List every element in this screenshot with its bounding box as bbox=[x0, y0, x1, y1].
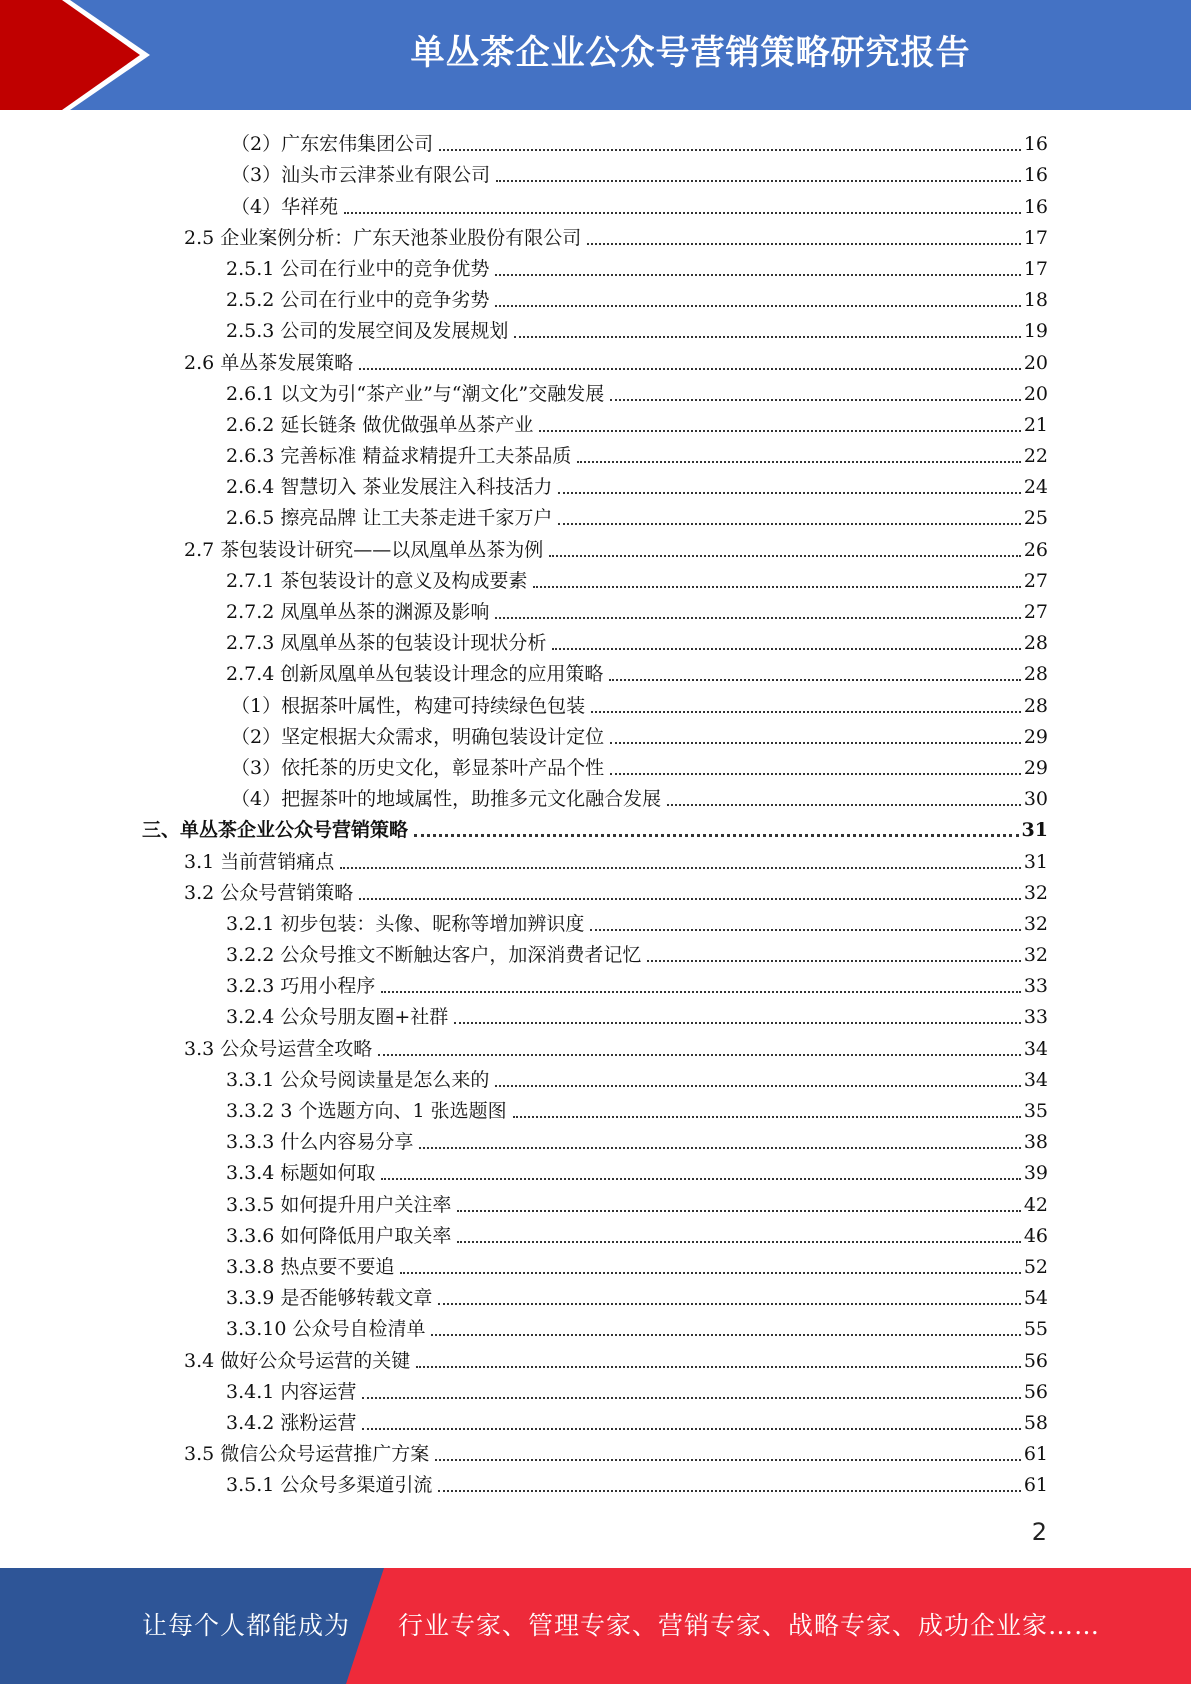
toc-entry-title: 3.3.5 如何提升用户关注率 bbox=[226, 1193, 452, 1216]
toc-entry-page: 28 bbox=[1023, 663, 1048, 686]
toc-entry-title: 3.5 微信公众号运营推广方案 bbox=[184, 1443, 430, 1466]
toc-entry-page: 35 bbox=[1023, 1100, 1048, 1122]
toc-dot-leader bbox=[533, 586, 1020, 588]
toc-entry-title: 3.3.9 是否能够转载文章 bbox=[226, 1287, 433, 1310]
toc-entry[interactable] bbox=[0, 594, 1191, 625]
toc-entry[interactable] bbox=[0, 937, 1191, 968]
toc-dot-leader bbox=[381, 991, 1020, 993]
toc-dot-leader bbox=[552, 648, 1020, 650]
toc-entry[interactable] bbox=[0, 1405, 1191, 1436]
toc-entry-page: 24 bbox=[1023, 476, 1048, 499]
toc-entry-title: 3.3.6 如何降低用户取关率 bbox=[226, 1224, 452, 1247]
toc-entry[interactable] bbox=[0, 1467, 1191, 1498]
toc-entry-page: 26 bbox=[1023, 538, 1048, 561]
toc-entry-title: 3.4 做好公众号运营的关键 bbox=[184, 1349, 411, 1372]
toc-entry-page: 61 bbox=[1023, 1443, 1048, 1466]
toc-entry[interactable] bbox=[0, 313, 1191, 344]
toc-entry-title: 2.6 单丛茶发展策略 bbox=[184, 351, 354, 374]
document-title: 单丛茶企业公众号营销策略研究报告 bbox=[410, 33, 971, 73]
toc-entry-page: 18 bbox=[1023, 289, 1048, 312]
toc-entry[interactable] bbox=[0, 656, 1191, 687]
toc-entry-page: 25 bbox=[1023, 507, 1048, 530]
toc-entry[interactable] bbox=[0, 500, 1191, 531]
toc-entry-page: 17 bbox=[1023, 226, 1048, 249]
toc-entry-title: 2.5.3 公司的发展空间及发展规划 bbox=[226, 320, 509, 343]
toc-entry-page: 56 bbox=[1023, 1380, 1048, 1403]
toc-entry-page: 34 bbox=[1023, 1037, 1048, 1060]
toc-entry[interactable] bbox=[0, 220, 1191, 251]
toc-entry-page: 31 bbox=[1021, 819, 1048, 842]
toc-dot-leader bbox=[587, 243, 1021, 245]
toc-entry-title: 2.6.3 完善标准 精益求精提升工夫茶品质 bbox=[226, 445, 572, 468]
toc-entry[interactable] bbox=[0, 1062, 1191, 1093]
toc-dot-leader bbox=[610, 773, 1021, 775]
toc-entry-page: 55 bbox=[1023, 1318, 1048, 1341]
toc-entry-title: 2.7 茶包装设计研究——以凤凰单丛茶为例 bbox=[184, 538, 544, 561]
toc-dot-leader bbox=[609, 679, 1020, 681]
toc-entry-title: 3.2.4 公众号朋友圈+社群 bbox=[226, 1006, 449, 1029]
toc-dot-leader bbox=[359, 368, 1021, 370]
toc-dot-leader bbox=[416, 1366, 1021, 1368]
toc-entry[interactable] bbox=[0, 687, 1191, 718]
toc-entry-title: 3.3.1 公众号阅读量是怎么来的 bbox=[226, 1068, 490, 1091]
toc-entry-page: 32 bbox=[1023, 881, 1048, 904]
toc-entry-title: 2.5.1 公司在行业中的竞争优势 bbox=[226, 257, 490, 280]
toc-dot-leader bbox=[590, 929, 1020, 931]
toc-entry-page: 54 bbox=[1023, 1287, 1048, 1310]
toc-entry[interactable] bbox=[0, 1342, 1191, 1373]
toc-entry-page: 33 bbox=[1023, 1006, 1048, 1029]
toc-entry-title: 2.7.2 凤凰单丛茶的渊源及影响 bbox=[226, 601, 490, 623]
toc-entry[interactable] bbox=[0, 1280, 1191, 1311]
toc-entry[interactable] bbox=[0, 438, 1191, 469]
toc-dot-leader bbox=[647, 960, 1020, 962]
toc-dot-leader bbox=[457, 1241, 1020, 1243]
toc-dot-leader bbox=[344, 212, 1021, 214]
toc-entry-page: 33 bbox=[1023, 975, 1048, 998]
toc-entry-title: 3.3.3 什么内容易分享 bbox=[226, 1131, 414, 1154]
toc-dot-leader bbox=[558, 492, 1020, 494]
toc-dot-leader bbox=[610, 742, 1021, 744]
toc-entry[interactable] bbox=[0, 157, 1191, 188]
toc-dot-leader bbox=[591, 711, 1021, 713]
toc-entry-title: 3.2 公众号营销策略 bbox=[184, 881, 354, 904]
toc-entry[interactable] bbox=[0, 344, 1191, 375]
toc-entry[interactable] bbox=[0, 1186, 1191, 1217]
toc-entry-title: （3）汕头市云津茶业有限公司 bbox=[231, 164, 491, 187]
toc-dot-leader bbox=[495, 305, 1020, 307]
page-footer bbox=[0, 1568, 1191, 1684]
toc-dot-leader bbox=[419, 1147, 1020, 1149]
toc-dot-leader bbox=[431, 1334, 1020, 1336]
toc-entry[interactable] bbox=[0, 188, 1191, 219]
toc-dot-leader bbox=[539, 430, 1020, 432]
toc-dot-leader bbox=[378, 1054, 1021, 1056]
toc-entry-page: 16 bbox=[1023, 195, 1048, 218]
toc-entry[interactable] bbox=[0, 251, 1191, 282]
toc-entry-page: 28 bbox=[1023, 632, 1048, 655]
toc-entry[interactable] bbox=[0, 625, 1191, 656]
toc-dot-leader bbox=[513, 1116, 1021, 1118]
toc-entry-title: 3.4.1 内容运营 bbox=[226, 1380, 357, 1403]
table-of-contents bbox=[0, 126, 1191, 1498]
toc-entry-page: 29 bbox=[1023, 725, 1048, 748]
toc-dot-leader bbox=[340, 867, 1021, 869]
toc-entry-title: 2.7.4 创新凤凰单丛包装设计理念的应用策略 bbox=[226, 663, 604, 686]
toc-entry-page: 34 bbox=[1023, 1068, 1048, 1091]
toc-entry-title: （2）坚定根据大众需求，明确包装设计定位 bbox=[231, 725, 605, 748]
toc-dot-leader bbox=[514, 336, 1020, 338]
toc-entry-title: 2.7.1 茶包装设计的意义及构成要素 bbox=[226, 569, 528, 592]
toc-entry[interactable] bbox=[0, 1374, 1191, 1405]
toc-entry-page: 19 bbox=[1023, 320, 1048, 343]
toc-dot-leader bbox=[495, 274, 1020, 276]
toc-entry-title: 2.5 企业案例分析：广东天池茶业股份有限公司 bbox=[184, 226, 582, 249]
toc-dot-leader bbox=[414, 834, 1019, 837]
toc-entry[interactable] bbox=[0, 376, 1191, 407]
toc-entry-page: 21 bbox=[1023, 413, 1048, 436]
toc-entry-page: 58 bbox=[1023, 1411, 1048, 1434]
toc-entry-title: 3.2.3 巧用小程序 bbox=[226, 975, 376, 998]
toc-entry[interactable] bbox=[0, 407, 1191, 438]
toc-entry-page: 52 bbox=[1023, 1255, 1048, 1278]
toc-entry-page: 42 bbox=[1023, 1193, 1048, 1216]
toc-dot-leader bbox=[359, 898, 1021, 900]
toc-entry-page: 32 bbox=[1023, 912, 1048, 935]
toc-entry[interactable] bbox=[0, 469, 1191, 500]
toc-entry[interactable] bbox=[0, 781, 1191, 812]
toc-entry[interactable] bbox=[0, 1030, 1191, 1061]
toc-dot-leader bbox=[400, 1272, 1020, 1274]
toc-entry-page: 56 bbox=[1023, 1349, 1048, 1372]
toc-entry[interactable] bbox=[0, 126, 1191, 157]
toc-dot-leader bbox=[438, 1490, 1020, 1492]
toc-entry-page: 38 bbox=[1023, 1131, 1048, 1154]
toc-entry-title: （3）依托茶的历史文化，彰显茶叶产品个性 bbox=[231, 756, 605, 779]
toc-entry-title: 3.3 公众号运营全攻略 bbox=[184, 1037, 373, 1060]
toc-entry-page: 16 bbox=[1023, 164, 1048, 187]
toc-entry-title: 2.5.2 公司在行业中的竞争劣势 bbox=[226, 289, 490, 312]
toc-entry-page: 32 bbox=[1023, 944, 1048, 967]
toc-dot-leader bbox=[577, 461, 1020, 463]
toc-entry-page: 28 bbox=[1023, 694, 1048, 717]
toc-entry-title: 2.6.4 智慧切入 茶业发展注入科技活力 bbox=[226, 476, 553, 499]
toc-entry-title: 3.3.4 标题如何取 bbox=[226, 1162, 376, 1185]
toc-entry-page: 27 bbox=[1023, 569, 1048, 592]
toc-entry[interactable] bbox=[0, 282, 1191, 313]
toc-entry[interactable] bbox=[0, 531, 1191, 562]
chevron-arrow-icon bbox=[0, 0, 160, 110]
page-header bbox=[0, 0, 1191, 110]
toc-dot-leader bbox=[667, 804, 1021, 806]
toc-entry[interactable] bbox=[0, 1436, 1191, 1467]
toc-entry-page: 46 bbox=[1023, 1224, 1048, 1247]
toc-entry[interactable] bbox=[0, 843, 1191, 874]
toc-entry-title: 2.6.2 延长链条 做优做强单丛茶产业 bbox=[226, 413, 534, 436]
toc-entry[interactable] bbox=[0, 875, 1191, 906]
toc-entry-title: 3.2.2 公众号推文不断触达客户，加深消费者记忆 bbox=[226, 944, 642, 967]
toc-entry-page: 31 bbox=[1023, 850, 1048, 873]
toc-entry-title: 3.5.1 公众号多渠道引流 bbox=[226, 1474, 433, 1497]
toc-entry-page: 29 bbox=[1023, 756, 1048, 779]
toc-entry-page: 20 bbox=[1023, 382, 1048, 405]
toc-entry[interactable] bbox=[0, 1124, 1191, 1155]
toc-dot-leader bbox=[439, 149, 1021, 151]
page-number: 2 bbox=[1031, 1518, 1047, 1546]
footer-slogan-left: 让每个人都能成为 bbox=[142, 1611, 351, 1640]
toc-entry-title: 2.6.5 擦亮品牌 让工夫茶走进千家万户 bbox=[226, 507, 553, 530]
toc-entry-page: 30 bbox=[1023, 788, 1048, 811]
toc-dot-leader bbox=[549, 555, 1021, 557]
toc-entry-page: 61 bbox=[1023, 1474, 1048, 1497]
toc-entry[interactable] bbox=[0, 906, 1191, 937]
toc-entry-page: 20 bbox=[1023, 351, 1048, 374]
toc-dot-leader bbox=[495, 1085, 1020, 1087]
toc-entry[interactable] bbox=[0, 812, 1191, 843]
toc-dot-leader bbox=[362, 1428, 1020, 1430]
toc-entry[interactable] bbox=[0, 1249, 1191, 1280]
toc-entry[interactable] bbox=[0, 563, 1191, 594]
toc-entry[interactable] bbox=[0, 968, 1191, 999]
toc-dot-leader bbox=[457, 1210, 1020, 1212]
toc-entry-title: （2）广东宏伟集团公司 bbox=[231, 133, 434, 156]
toc-entry-title: 3.2.1 初步包装：头像、昵称等增加辨识度 bbox=[226, 912, 585, 935]
toc-dot-leader bbox=[496, 180, 1021, 182]
toc-dot-leader bbox=[495, 617, 1020, 619]
toc-entry-title: 3.3.8 热点要不要追 bbox=[226, 1255, 395, 1278]
toc-dot-leader bbox=[362, 1397, 1020, 1399]
toc-dot-leader bbox=[610, 399, 1021, 401]
toc-entry-title: 3.1 当前营销痛点 bbox=[184, 850, 335, 873]
toc-entry-title: （4）华祥苑 bbox=[231, 195, 339, 218]
toc-entry-page: 16 bbox=[1023, 133, 1048, 156]
toc-entry-title: （4）把握茶叶的地域属性，助推多元文化融合发展 bbox=[231, 788, 662, 811]
toc-dot-leader bbox=[454, 1022, 1021, 1024]
toc-entry-title: 三、单丛茶企业公众号营销策略 bbox=[142, 819, 409, 842]
toc-entry[interactable] bbox=[0, 1218, 1191, 1249]
toc-entry-title: （1）根据茶叶属性，构建可持续绿色包装 bbox=[231, 694, 586, 717]
toc-entry[interactable] bbox=[0, 719, 1191, 750]
toc-entry-title: 3.3.2 3 个选题方向、1 张选题图 bbox=[226, 1100, 507, 1122]
toc-entry[interactable] bbox=[0, 750, 1191, 781]
toc-entry-title: 2.6.1 以文为引“茶产业”与“潮文化”交融发展 bbox=[226, 382, 605, 405]
toc-dot-leader bbox=[558, 523, 1020, 525]
toc-entry-page: 22 bbox=[1023, 445, 1048, 468]
toc-entry[interactable] bbox=[0, 999, 1191, 1030]
toc-entry-title: 2.7.3 凤凰单丛茶的包装设计现状分析 bbox=[226, 632, 547, 655]
toc-entry-page: 39 bbox=[1023, 1162, 1048, 1185]
toc-entry-page: 17 bbox=[1023, 257, 1048, 280]
toc-entry-title: 3.4.2 涨粉运营 bbox=[226, 1411, 357, 1434]
toc-entry[interactable] bbox=[0, 1155, 1191, 1186]
toc-dot-leader bbox=[438, 1303, 1020, 1305]
toc-dot-leader bbox=[435, 1459, 1021, 1461]
toc-entry-page: 27 bbox=[1023, 601, 1048, 623]
toc-entry[interactable] bbox=[0, 1093, 1191, 1124]
toc-dot-leader bbox=[381, 1178, 1020, 1180]
toc-entry[interactable] bbox=[0, 1311, 1191, 1342]
toc-entry-title: 3.3.10 公众号自检清单 bbox=[226, 1318, 426, 1341]
footer-slogan-right: 行业专家、管理专家、营销专家、战略专家、成功企业家…… bbox=[398, 1611, 1101, 1640]
